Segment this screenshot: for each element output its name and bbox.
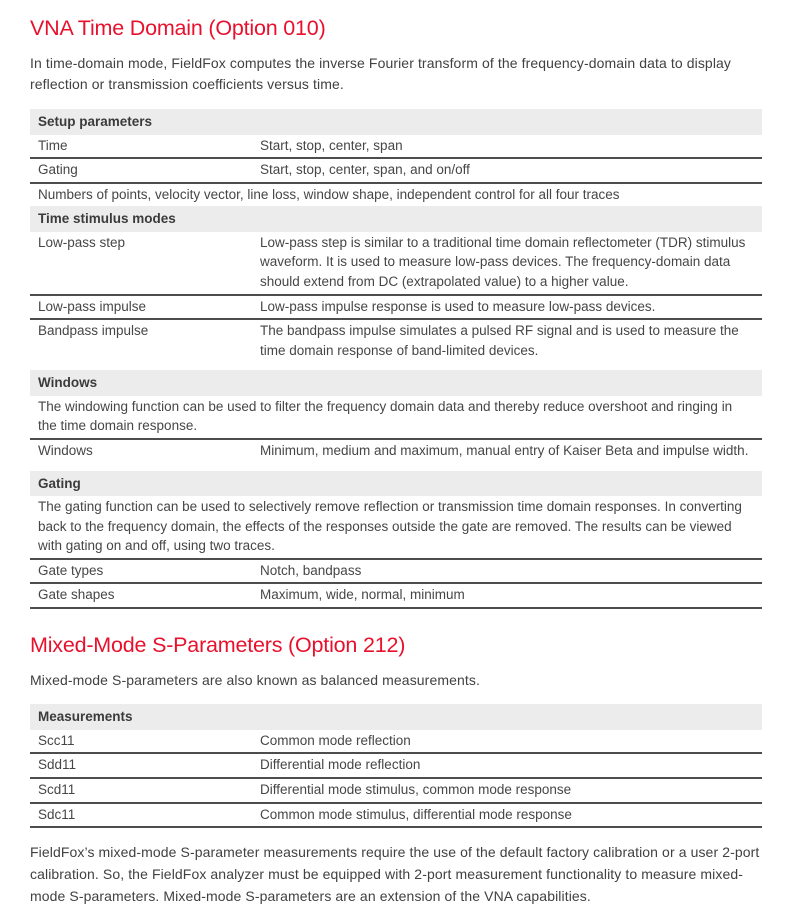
table-row [30,804,762,829]
mixed-mode-intro-paragraph: Mixed-mode S-parameters are also known as balanced measurements. [30,671,480,688]
table-row [30,560,762,585]
row-term: Sdd11 [38,757,77,773]
measurements-spec-table [30,704,762,828]
row-definition: Notch, bandpass [260,562,362,578]
row-term: Gate shapes [38,587,115,603]
mixed-mode-title: Mixed-Mode S-Parameters (Option 212) [30,632,406,657]
table-row [30,296,762,321]
row-definition: Minimum, medium and maximum, manual entry of Kaiser Beta and impulse width. [260,442,749,458]
table-row [30,584,762,609]
row-definition: Maximum, wide, normal, minimum [260,587,465,603]
table-section-header: Measurements [30,704,762,730]
row-definition: Start, stop, center, span [260,137,403,153]
row-definition: Common mode stimulus, differential mode response [260,806,572,822]
table-row [30,320,762,362]
row-term: Low-pass impulse [38,298,147,314]
row-term: Scd11 [38,782,76,797]
row-term: Time [38,137,68,153]
table-row [30,754,762,779]
table-fullwidth-row: The windowing function can be used to filter the frequency domain data and thereby reduce overshoot and ringing in the time domain response. [30,396,762,440]
row-definition: Differential mode stimulus, common mode response [260,782,572,797]
row-definition: Common mode reflection [260,732,411,748]
table-fullwidth-row: Numbers of points, velocity vector, line loss, window shape, independent control for all four traces [38,186,620,202]
row-definition: Start, stop, center, span, and on/off [260,162,470,178]
row-term: Bandpass impulse [38,323,149,339]
mixed-mode-closing-paragraph: FieldFox’s mixed-mode S-parameter measurements require the use of the default factory calibration or a user 2-port calibration. So, the FieldFox analyzer must be equipped with 2-port measurement functionality to measure mixed-mode S-parameters. Mixed-mode S-parameters are an extension of the VNA capabilities. [30,844,760,904]
row-term: Gating [38,162,78,178]
table-section-header: Time stimulus modes [30,206,762,232]
table-row [30,135,762,160]
table-section-header: Gating [30,471,762,497]
row-term: Sdc11 [38,806,76,822]
row-term: Gate types [38,562,104,578]
row-term: Windows [38,442,93,458]
row-definition: Differential mode reflection [260,757,421,773]
vna-time-domain-title: VNA Time Domain (Option 010) [30,16,326,40]
vna-time-domain-spec-table [30,109,762,609]
row-definition: Low-pass step is similar to a traditional time domain reflectometer (TDR) stimulus waveform. It is used to measure low-pass devices. The frequency-domain data should extend from DC (extrapolated value) to a higher value. [260,234,746,290]
row-term: Low-pass step [38,234,126,250]
table-row [30,730,762,755]
table-row [30,440,762,463]
table-row [30,159,762,184]
table-section-header: Setup parameters [30,109,762,135]
row-definition: Low-pass impulse response is used to measure low-pass devices. [260,298,656,314]
table-fullwidth-row: The gating function can be used to selectively remove reflection or transmission time domain responses. In converting back to the frequency domain, the effects of the responses outside the gate are removed. The results can be viewed with gating on and off, using two traces. [30,496,762,560]
table-section-header: Windows [30,370,762,396]
row-term: Scc11 [38,732,75,748]
table-row [30,232,762,296]
table-row [30,779,762,804]
vna-intro-paragraph: In time-domain mode, FieldFox computes the inverse Fourier transform of the frequency-domain data to display reflection or transmission coefficients versus time. [30,54,732,93]
row-definition: The bandpass impulse simulates a pulsed RF signal and is used to measure the time domain response of band-limited devices. [260,323,739,358]
